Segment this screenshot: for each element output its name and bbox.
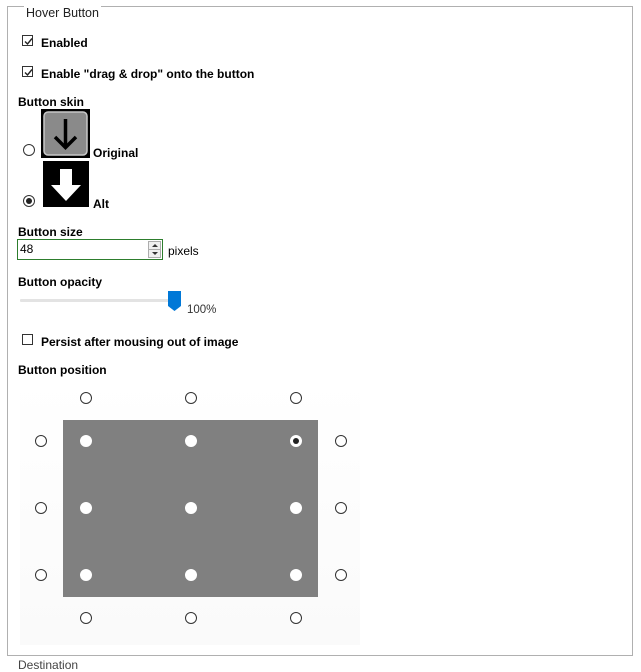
position-radio-inside-middle-left[interactable] xyxy=(80,502,92,514)
skin-original-radio[interactable] xyxy=(23,144,35,156)
skin-alt-preview[interactable] xyxy=(43,161,89,207)
persist-label[interactable]: Persist after mousing out of image xyxy=(41,335,239,349)
skin-alt-radio[interactable] xyxy=(23,195,35,207)
spin-buttons[interactable] xyxy=(148,241,161,258)
enabled-label[interactable]: Enabled xyxy=(41,36,88,50)
position-radio-inside-bottom-left[interactable] xyxy=(80,569,92,581)
position-radio-inside-middle-right[interactable] xyxy=(290,502,302,514)
position-radio-outside-right-top[interactable] xyxy=(335,435,347,447)
enabled-checkbox[interactable] xyxy=(22,35,33,46)
position-radio-outside-right-bottom[interactable] xyxy=(335,569,347,581)
position-radio-outside-bottom-right[interactable] xyxy=(290,612,302,624)
opacity-value: 100% xyxy=(187,304,217,316)
button-skin-heading: Button skin xyxy=(18,95,84,109)
button-position-heading: Button position xyxy=(18,363,107,377)
position-radio-inside-bottom-right[interactable] xyxy=(290,569,302,581)
position-radio-outside-right-middle[interactable] xyxy=(335,502,347,514)
arrow-down-icon xyxy=(41,109,90,158)
skin-original-preview[interactable] xyxy=(41,109,90,158)
drag-drop-label[interactable]: Enable "drag & drop" onto the button xyxy=(41,67,255,81)
opacity-slider-track[interactable] xyxy=(20,299,180,302)
position-radio-outside-left-bottom[interactable] xyxy=(35,569,47,581)
spin-down-button[interactable] xyxy=(149,250,160,257)
skin-alt-label[interactable]: Alt xyxy=(93,197,109,211)
chevron-down-icon xyxy=(152,252,158,255)
position-radio-outside-left-middle[interactable] xyxy=(35,502,47,514)
position-radio-outside-top-right[interactable] xyxy=(290,392,302,404)
groupbox-title: Hover Button xyxy=(26,6,99,20)
button-opacity-heading: Button opacity xyxy=(18,275,102,289)
chevron-up-icon xyxy=(152,244,158,247)
button-size-heading: Button size xyxy=(18,225,83,239)
position-radio-outside-top-center[interactable] xyxy=(185,392,197,404)
button-size-input[interactable] xyxy=(20,241,140,257)
opacity-slider-thumb[interactable] xyxy=(168,291,181,317)
size-unit-label: pixels xyxy=(168,244,199,258)
position-radio-outside-top-left[interactable] xyxy=(80,392,92,404)
position-radio-outside-bottom-center[interactable] xyxy=(185,612,197,624)
position-radio-inside-bottom-center[interactable] xyxy=(185,569,197,581)
destination-groupbox-title: Destination xyxy=(18,658,79,672)
persist-checkbox[interactable] xyxy=(22,334,33,345)
position-radio-outside-left-top[interactable] xyxy=(35,435,47,447)
skin-original-label[interactable]: Original xyxy=(93,146,139,160)
button-size-spinbox[interactable] xyxy=(17,239,163,260)
position-radio-outside-bottom-left[interactable] xyxy=(80,612,92,624)
checkmark-icon xyxy=(23,67,34,78)
checkmark-icon xyxy=(23,36,34,47)
position-radio-inside-center[interactable] xyxy=(185,502,197,514)
arrow-down-icon xyxy=(43,161,89,207)
position-radio-inside-top-right[interactable] xyxy=(290,435,302,447)
drag-drop-checkbox[interactable] xyxy=(22,66,33,77)
spin-up-button[interactable] xyxy=(149,242,160,250)
position-radio-inside-top-center[interactable] xyxy=(185,435,197,447)
position-radio-inside-top-left[interactable] xyxy=(80,435,92,447)
